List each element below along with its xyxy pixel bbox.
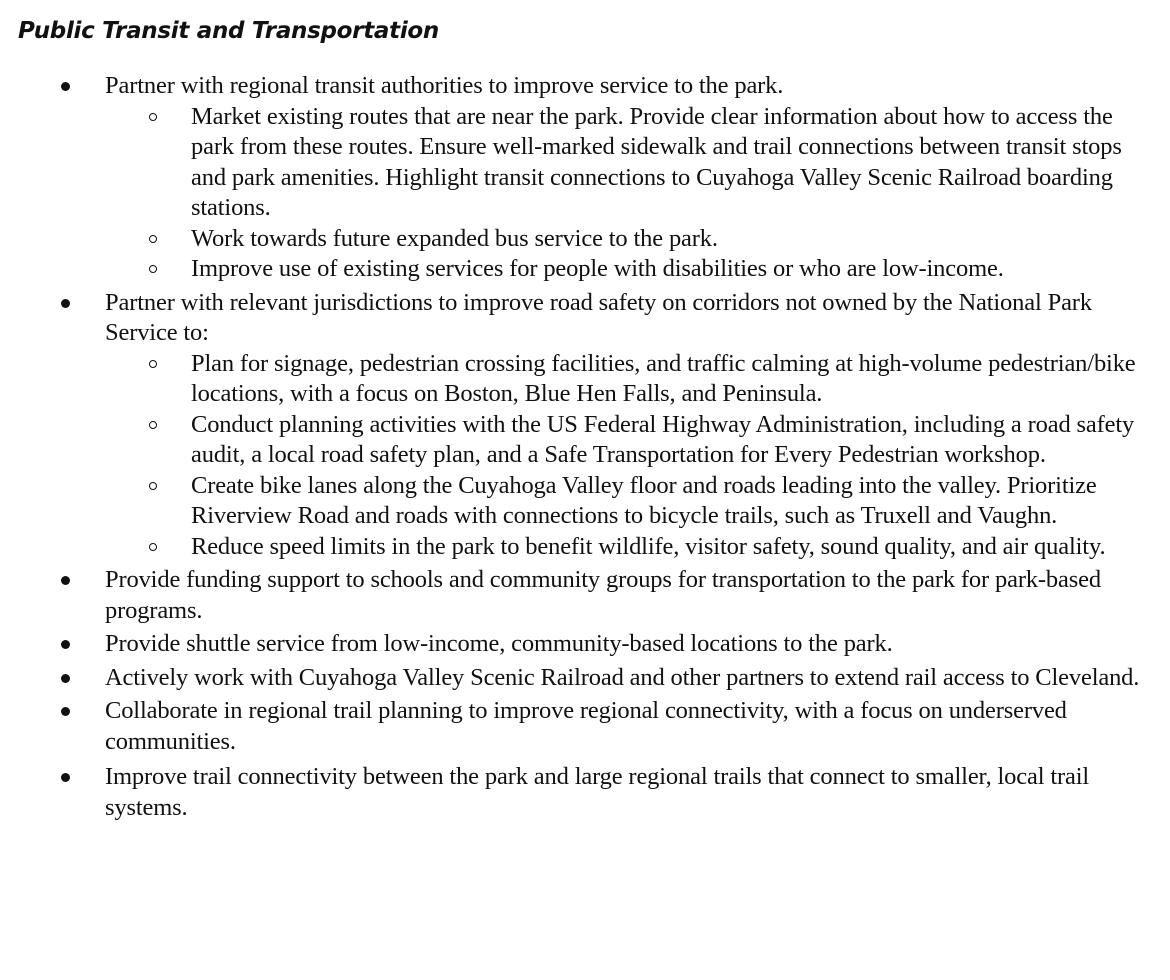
circle-bullet-icon — [149, 421, 157, 429]
sub-list-item-text: Market existing routes that are near the park. Provide clear information about how to access the park from these routes. Ensure well-marked sidewalk and trail connections between transit stops and park amenities. Highlight transit connections to Cuyahoga Valley Scenic Railroad boarding stations. — [191, 102, 1122, 221]
sub-list-item — [105, 102, 1150, 224]
sub-list-item-text: Work towards future expanded bus service to the park. — [191, 224, 718, 252]
list-item-text: Partner with relevant jurisdictions to improve road safety on corridors not owned by the National Park Service to: — [105, 288, 1092, 346]
list-item-text: Actively work with Cuyahoga Valley Scenic Railroad and other partners to extend rail access to Cleveland. — [105, 663, 1140, 691]
sub-list-item — [105, 349, 1150, 410]
bullet-list — [0, 71, 1170, 826]
circle-bullet-icon — [149, 235, 157, 243]
bullet-icon — [61, 82, 70, 91]
list-item-text: Collaborate in regional trail planning to improve regional connectivity, with a focus on underserved communities. — [105, 697, 1067, 755]
sub-list-item-text: Reduce speed limits in the park to benefit wildlife, visitor safety, sound quality, and air quality. — [191, 532, 1106, 560]
sub-list-item-text: Improve use of existing services for people with disabilities or who are low-income. — [191, 255, 1004, 282]
list-item-text: Improve trail connectivity between the park and large regional trails that connect to smaller, local trail systems. — [105, 763, 1090, 821]
bullet-icon — [61, 773, 70, 782]
sub-list — [105, 349, 1150, 563]
list-item — [0, 288, 1170, 563]
sub-list-item-text: Plan for signage, pedestrian crossing facilities, and traffic calming at high-volume pedestrian/bike locations, with a focus on Boston, Blue Hen Falls, and Peninsula. — [191, 349, 1136, 407]
circle-bullet-icon — [149, 360, 157, 368]
list-item-text: Provide shuttle service from low-income, community-based locations to the park. — [105, 630, 893, 657]
circle-bullet-icon — [149, 265, 157, 273]
sub-list — [105, 102, 1150, 285]
bullet-icon — [61, 707, 70, 716]
bullet-icon — [61, 299, 70, 308]
list-item — [0, 565, 1170, 626]
list-item-text: Partner with regional transit authorities to improve service to the park. — [105, 72, 784, 99]
sub-list-item — [105, 410, 1150, 471]
list-item — [0, 696, 1170, 757]
sub-list-item-text: Conduct planning activities with the US Federal Highway Administration, including a road safety audit, a local road safety plan, and a Safe Transportation for Every Pedestrian workshop. — [191, 410, 1135, 468]
sub-list-item — [105, 532, 1150, 563]
sub-list-item — [105, 224, 1150, 255]
list-item — [0, 663, 1170, 694]
sub-list-item — [105, 254, 1150, 285]
circle-bullet-icon — [149, 482, 157, 490]
bullet-icon — [61, 674, 70, 683]
list-item-text: Provide funding support to schools and community groups for transportation to the park for park-based programs. — [105, 566, 1101, 624]
list-item — [0, 71, 1170, 285]
bullet-icon — [61, 576, 70, 585]
circle-bullet-icon — [149, 543, 157, 551]
list-item — [0, 762, 1170, 823]
circle-bullet-icon — [149, 113, 157, 121]
sub-list-item-text: Create bike lanes along the Cuyahoga Valley floor and roads leading into the valley. Prioritize Riverview Road and roads with connections to bicycle trails, such as Truxell and Vaughn. — [191, 471, 1097, 529]
section-heading: Public Transit and Transportation — [18, 18, 439, 44]
sub-list-item — [105, 471, 1150, 532]
list-item — [0, 629, 1170, 660]
bullet-icon — [61, 640, 70, 649]
